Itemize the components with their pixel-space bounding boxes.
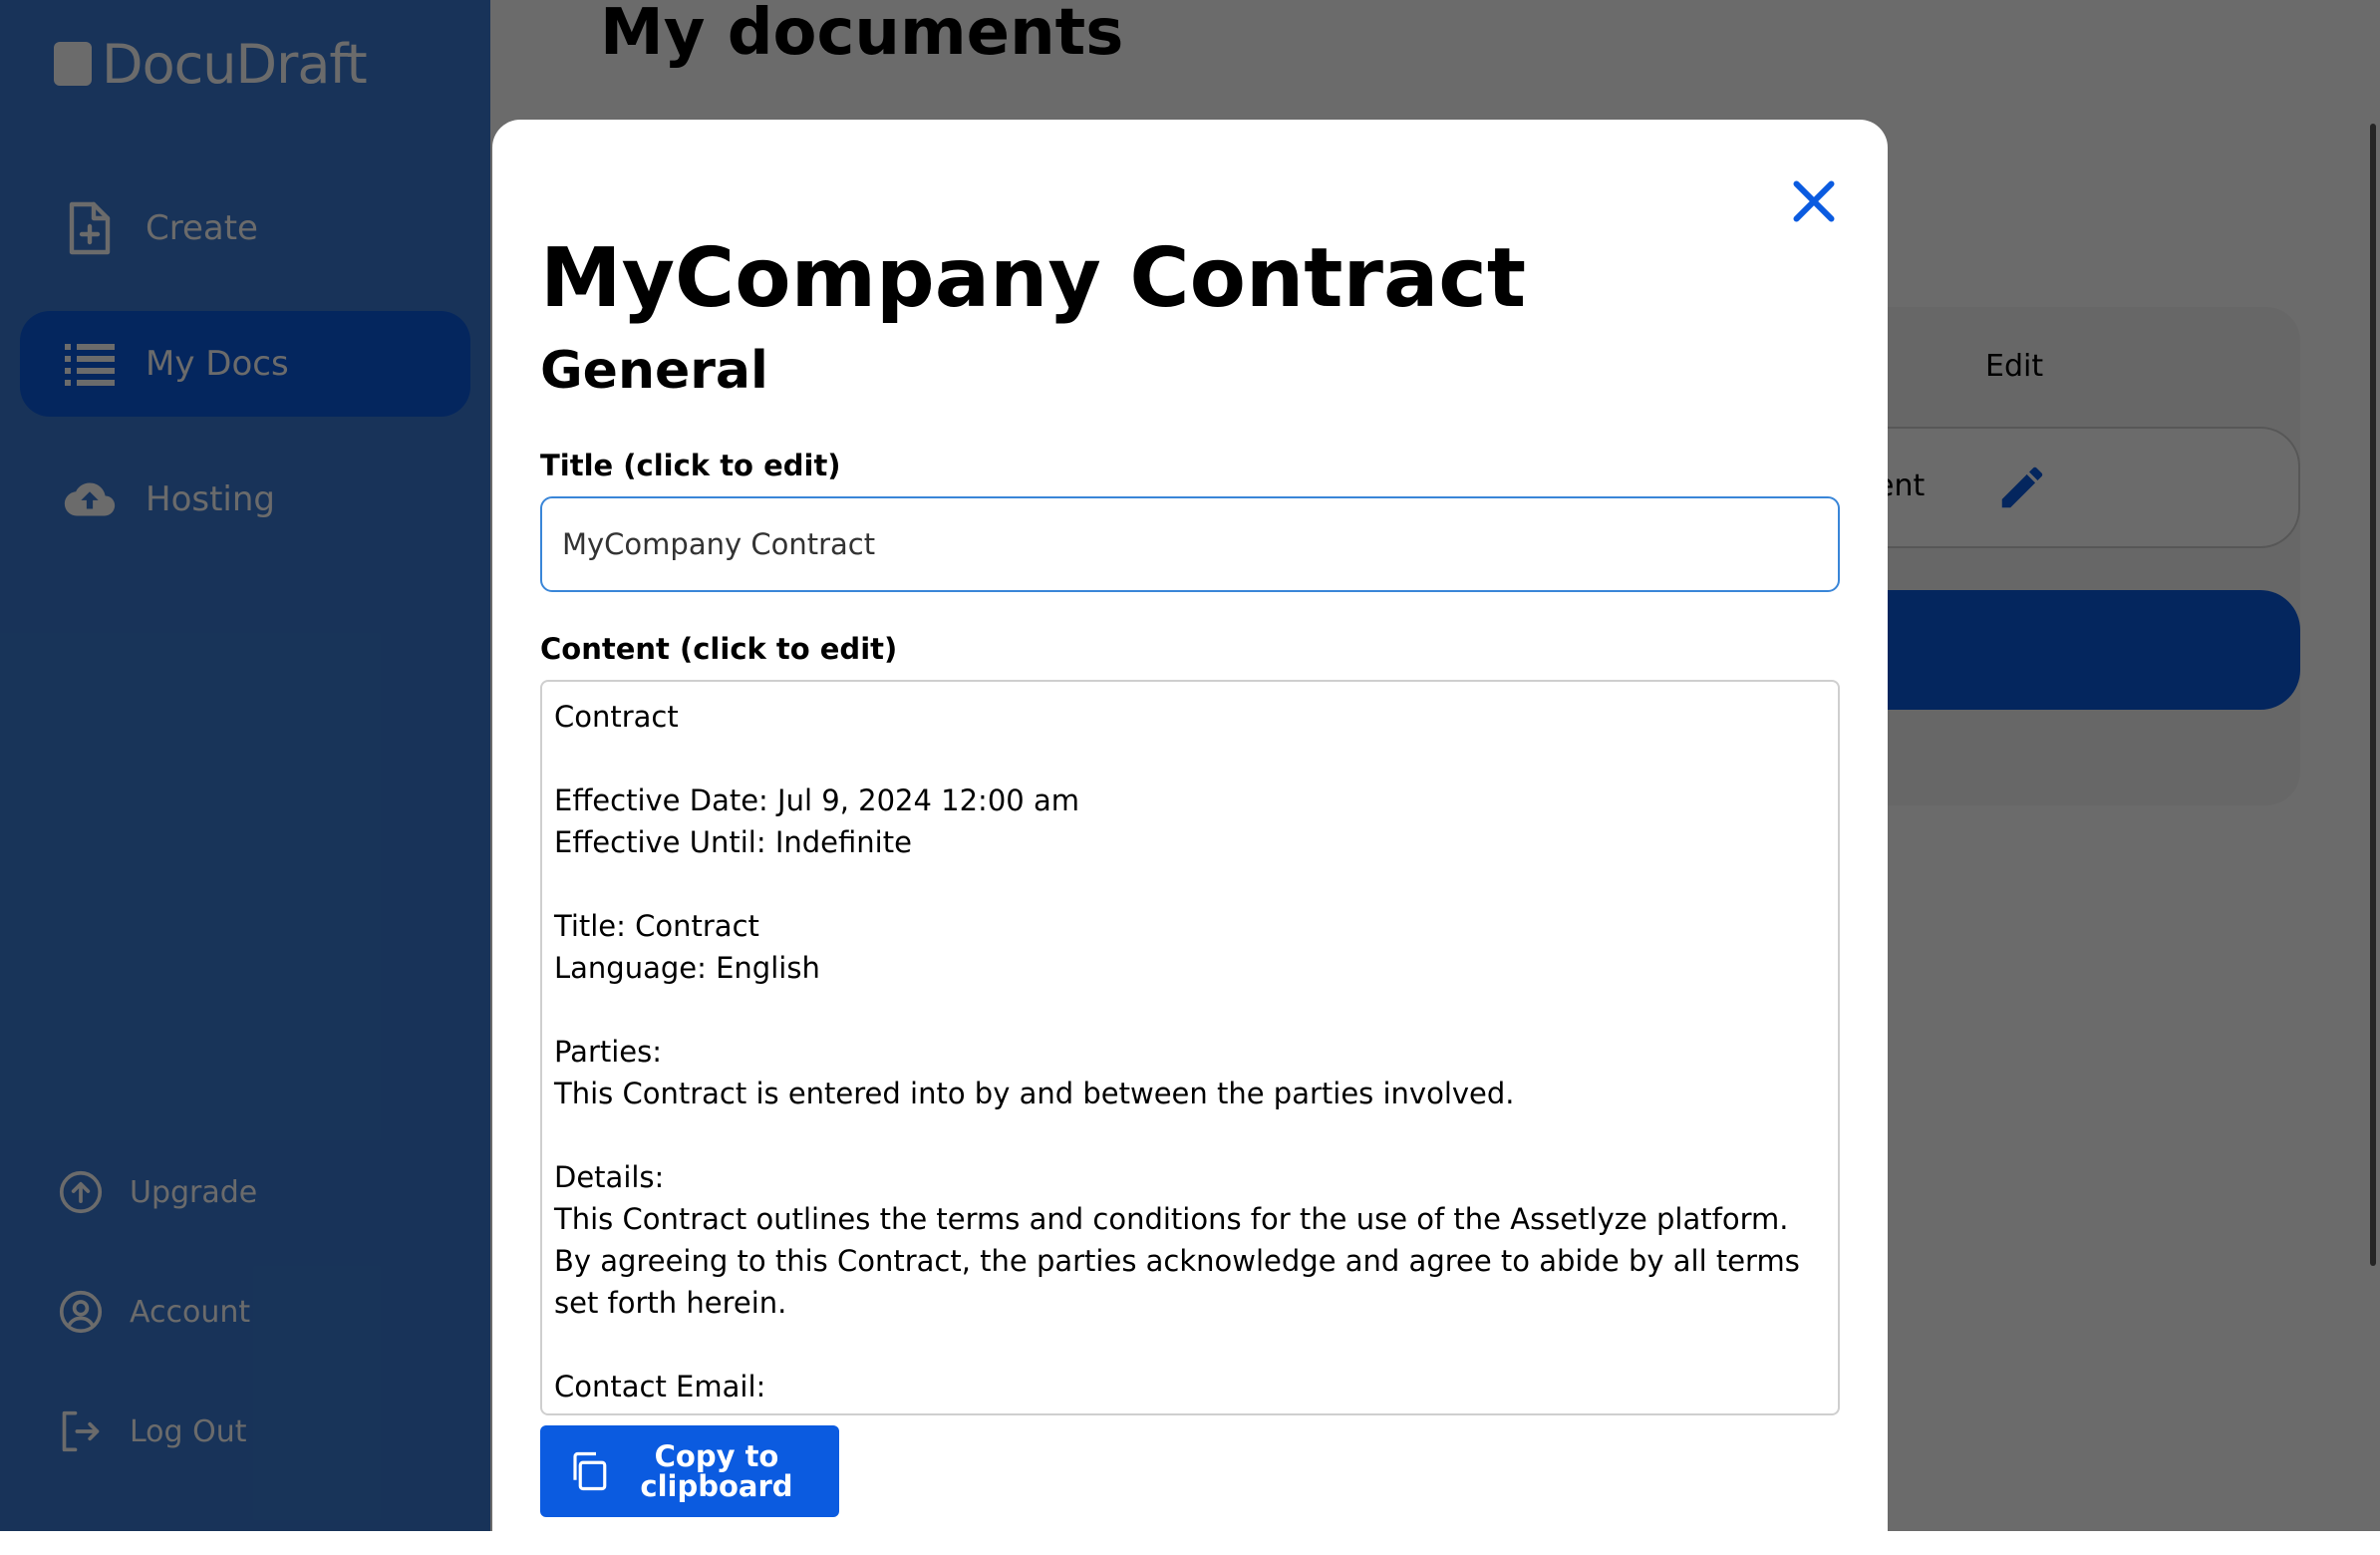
document-modal [492, 120, 1888, 1555]
title-input[interactable] [540, 496, 1840, 592]
copy-to-clipboard-button[interactable] [540, 1425, 839, 1517]
copy-icon [568, 1450, 610, 1492]
close-icon[interactable] [1784, 171, 1844, 231]
modal-title: MyCompany Contract [540, 231, 1527, 326]
content-textarea[interactable] [540, 680, 1840, 1415]
copy-button-label: Copy to clipboard [640, 1439, 793, 1503]
title-field-label: Title (click to edit) [540, 449, 841, 482]
content-field-label: Content (click to edit) [540, 632, 898, 666]
modal-subtitle: General [540, 341, 768, 401]
